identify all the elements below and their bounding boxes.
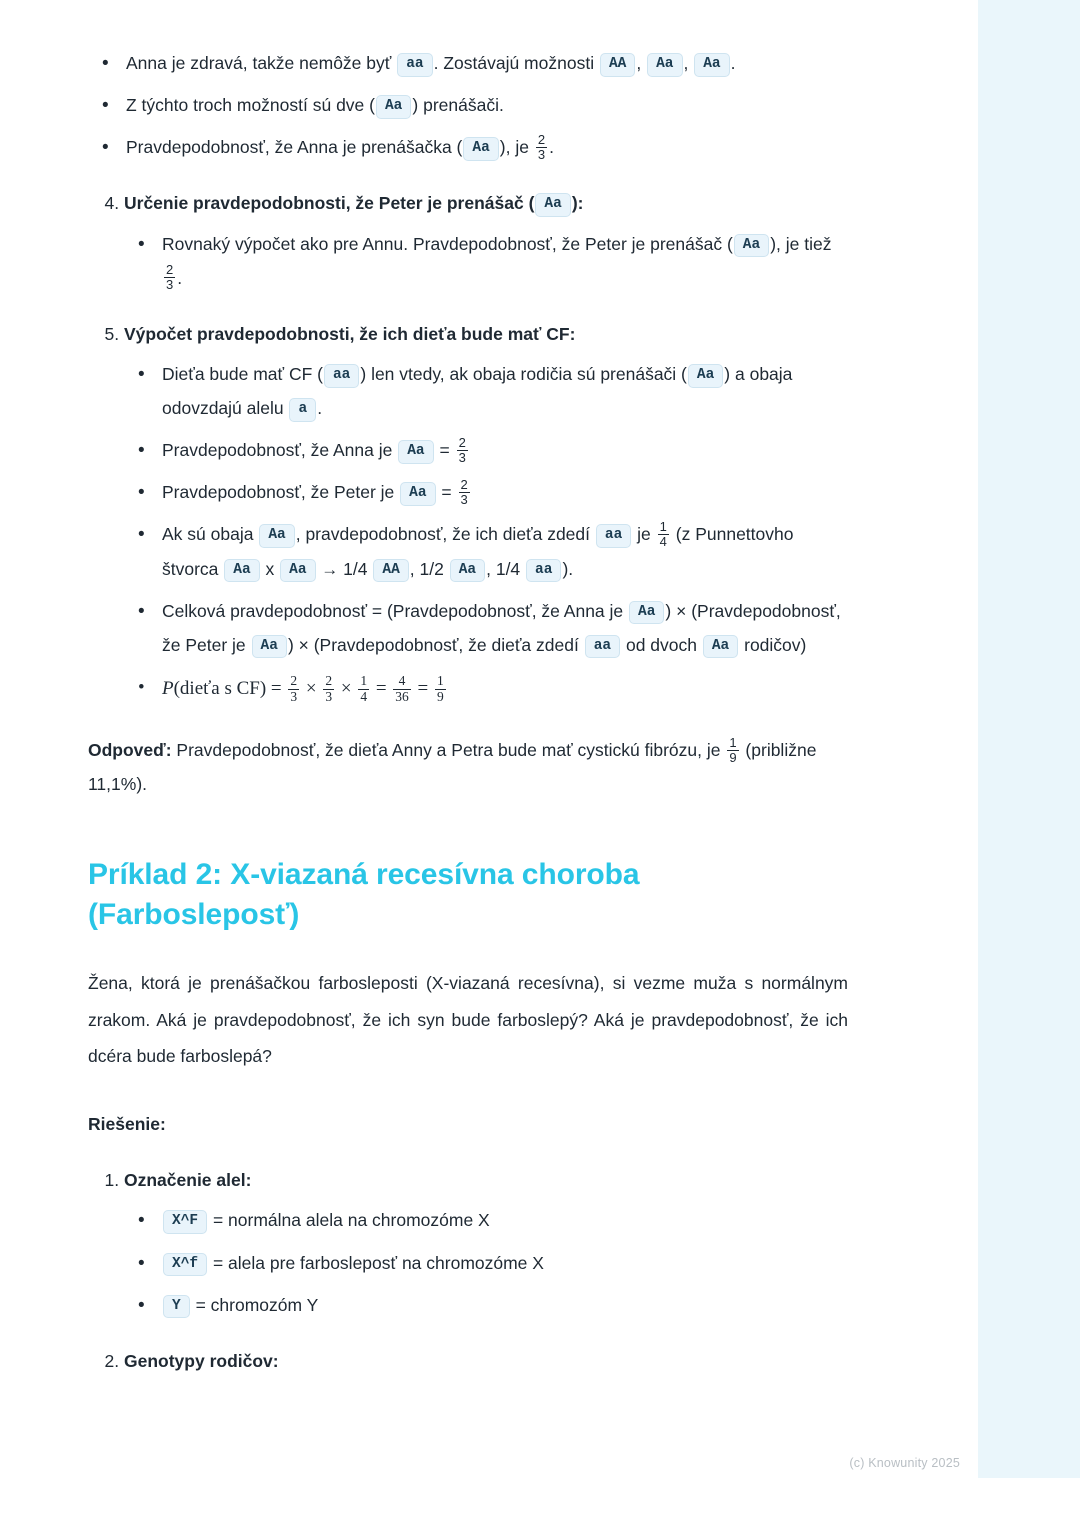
fraction <box>164 263 175 292</box>
fraction-denominator: 3 <box>537 147 546 163</box>
step-5 <box>124 317 848 707</box>
fraction-numerator: 1 <box>437 673 444 689</box>
list-item: • Pravdepodobnosť, že Anna je Aa = $\frac{2}{3}$ <box>158 433 848 467</box>
genotype-token: X^f <box>163 1253 207 1277</box>
step-4 <box>124 186 848 294</box>
fraction-denominator: 9 <box>437 688 444 704</box>
genotype-token: Aa <box>535 193 570 217</box>
fraction-numerator: 2 <box>325 673 333 689</box>
fraction-denominator: 3 <box>458 449 466 465</box>
bullet-list-step4 <box>124 227 848 295</box>
fraction-denominator: 36 <box>395 688 409 704</box>
fraction-numerator: 2 <box>458 434 466 450</box>
bullet-list-step3 <box>88 46 848 164</box>
genotype-token: Aa <box>629 601 664 625</box>
fraction-numerator: 2 <box>166 262 174 278</box>
fraction-denominator: 3 <box>290 688 298 704</box>
genotype-token: aa <box>585 635 620 659</box>
fraction <box>459 478 470 507</box>
list-item: • Y = chromozóm Y <box>158 1288 848 1322</box>
answer-text: Pravdepodobnosť, že dieťa Anny a Petra bude mať cystickú fibrózu, je $\frac{1}{9}$ (približne 11,1%). <box>88 734 817 795</box>
genotype-token: Aa <box>280 559 315 583</box>
page-side-gap <box>970 0 978 1478</box>
genotype-token: Aa <box>259 524 294 548</box>
fraction-numerator: 2 <box>537 132 546 148</box>
answer-paragraph <box>88 733 848 801</box>
list-item: • Pravdepodobnosť, že Anna je prenášačka ( Aa ), je $\frac{2}{3}$ . <box>122 130 848 164</box>
solution-label: Riešenie: <box>88 1114 166 1135</box>
fraction <box>323 674 334 704</box>
fraction-denominator: 4 <box>659 534 667 550</box>
list-item: • Pravdepodobnosť, že Peter je Aa = $\frac{2}{3}$ <box>158 475 848 509</box>
fraction <box>536 133 547 162</box>
genotype-token: Aa <box>376 95 411 119</box>
list-item: • Rovnaký výpočet ako pre Annu. Pravdepodobnosť, že Peter je prenášač ( Aa ), je tiež $\frac{2}{3}$ . <box>158 227 848 295</box>
genotype-token: aa <box>324 364 359 388</box>
genotype-token: Aa <box>450 559 485 583</box>
list-item: • Anna je zdravá, takže nemôže byť aa . Zostávajú možnosti AA , Aa , Aa . <box>122 46 848 80</box>
math-variable: P <box>162 677 174 699</box>
genotype-token: AA <box>600 53 635 77</box>
example2-steps <box>88 1163 848 1378</box>
page-side-strip <box>978 0 1080 1478</box>
list-item: • X^F = normálna alela na chromozóme X <box>158 1203 848 1237</box>
fraction-numerator: 1 <box>659 519 667 535</box>
arrow-icon: → <box>316 559 339 579</box>
genotype-token: Aa <box>734 234 769 258</box>
genotype-token: a <box>289 398 316 422</box>
watermark: (c) Knowunity 2025 <box>849 1456 960 1470</box>
list-item: • P(dieťa s CF) = $\frac{2}{3}$ × $\frac{2}{3}$ × $\frac{1}{4}$ = $\frac{4}{36}$ = $\frac{1}{9}$ <box>158 670 848 707</box>
list-item: • Ak sú obaja Aa , pravdepodobnosť, že ich dieťa zdedí aa je $\frac{1}{4}$ (z Punnettovho štvorca Aa x Aa → 1/4 AA , 1/2 Aa , 1/4 aa ). <box>158 517 848 585</box>
bullet-list-step5 <box>124 357 848 707</box>
ex2-step-1-title: Označenie alel: <box>124 1170 252 1191</box>
ex2-step-2-title: Genotypy rodičov: <box>124 1350 279 1371</box>
fraction-denominator: 3 <box>460 492 468 508</box>
bullet-list-alleles <box>124 1203 848 1321</box>
answer-label: Odpoveď: <box>88 739 172 760</box>
list-item: • Dieťa bude mať CF ( aa ) len vtedy, ak obaja rodičia sú prenášači ( Aa ) a obaja odovzdajú alelu a . <box>158 357 848 425</box>
genotype-token: aa <box>596 524 631 548</box>
genotype-token: Aa <box>400 482 435 506</box>
genotype-token: Aa <box>224 559 259 583</box>
fraction <box>435 674 446 704</box>
fraction-numerator: 1 <box>360 673 368 689</box>
example2-question: Žena, ktorá je prenášačkou farbosleposti (X-viazaná recesívna), si vezme muža s normálnym zrakom. Aká je pravdepodobnosť, že ich syn bude farboslepý? Aká je pravdepodobnosť, že ich dcéra bude farboslepá? <box>88 972 848 1067</box>
genotype-token: Aa <box>252 635 287 659</box>
fraction <box>658 520 669 549</box>
genotype-token: Y <box>163 1295 190 1319</box>
fraction <box>393 674 411 704</box>
fraction-denominator: 4 <box>360 688 368 704</box>
step-5-title: Výpočet pravdepodobnosti, že ich dieťa bude mať CF: <box>124 323 576 344</box>
document-content <box>88 40 848 1382</box>
list-item: • X^f = alela pre farbosleposť na chromozóme X <box>158 1246 848 1280</box>
genotype-token: Aa <box>703 635 738 659</box>
ex2-step-2 <box>124 1344 848 1378</box>
genotype-token: X^F <box>163 1210 207 1234</box>
ex2-step-1 <box>124 1163 848 1322</box>
page-title: Príklad 2: X-viazaná recesívna choroba (Farbosleposť) <box>88 858 640 932</box>
fraction-denominator: 3 <box>325 688 333 704</box>
genotype-token: aa <box>526 559 561 583</box>
numbered-steps <box>88 186 848 707</box>
fraction-numerator: 1 <box>729 734 737 750</box>
list-item: • Celková pravdepodobnosť = (Pravdepodobnosť, že Anna je Aa ) × (Pravdepodobnosť, že Peter je Aa ) × (Pravdepodobnosť, že dieťa zdedí aa od dvoch Aa rodičov) <box>158 594 848 662</box>
fraction <box>358 674 369 704</box>
fraction <box>288 674 299 704</box>
fraction <box>457 436 468 465</box>
genotype-token: Aa <box>398 440 433 464</box>
fraction-numerator: 4 <box>398 673 406 689</box>
genotype-token: aa <box>397 53 432 77</box>
genotype-token: Aa <box>694 53 729 77</box>
fraction-denominator: 3 <box>166 277 174 293</box>
list-item: • Z týchto troch možností sú dve ( Aa ) prenášači. <box>122 88 848 122</box>
genotype-token: Aa <box>688 364 723 388</box>
genotype-token: Aa <box>647 53 682 77</box>
genotype-token: Aa <box>463 137 498 161</box>
fraction-numerator: 2 <box>460 477 468 493</box>
fraction <box>727 736 738 765</box>
fraction-numerator: 2 <box>290 673 298 689</box>
step-4-title: Určenie pravdepodobnosti, že Peter je prenášač ( Aa ): <box>124 193 583 213</box>
genotype-token: AA <box>373 559 408 583</box>
fraction-denominator: 9 <box>729 749 737 765</box>
